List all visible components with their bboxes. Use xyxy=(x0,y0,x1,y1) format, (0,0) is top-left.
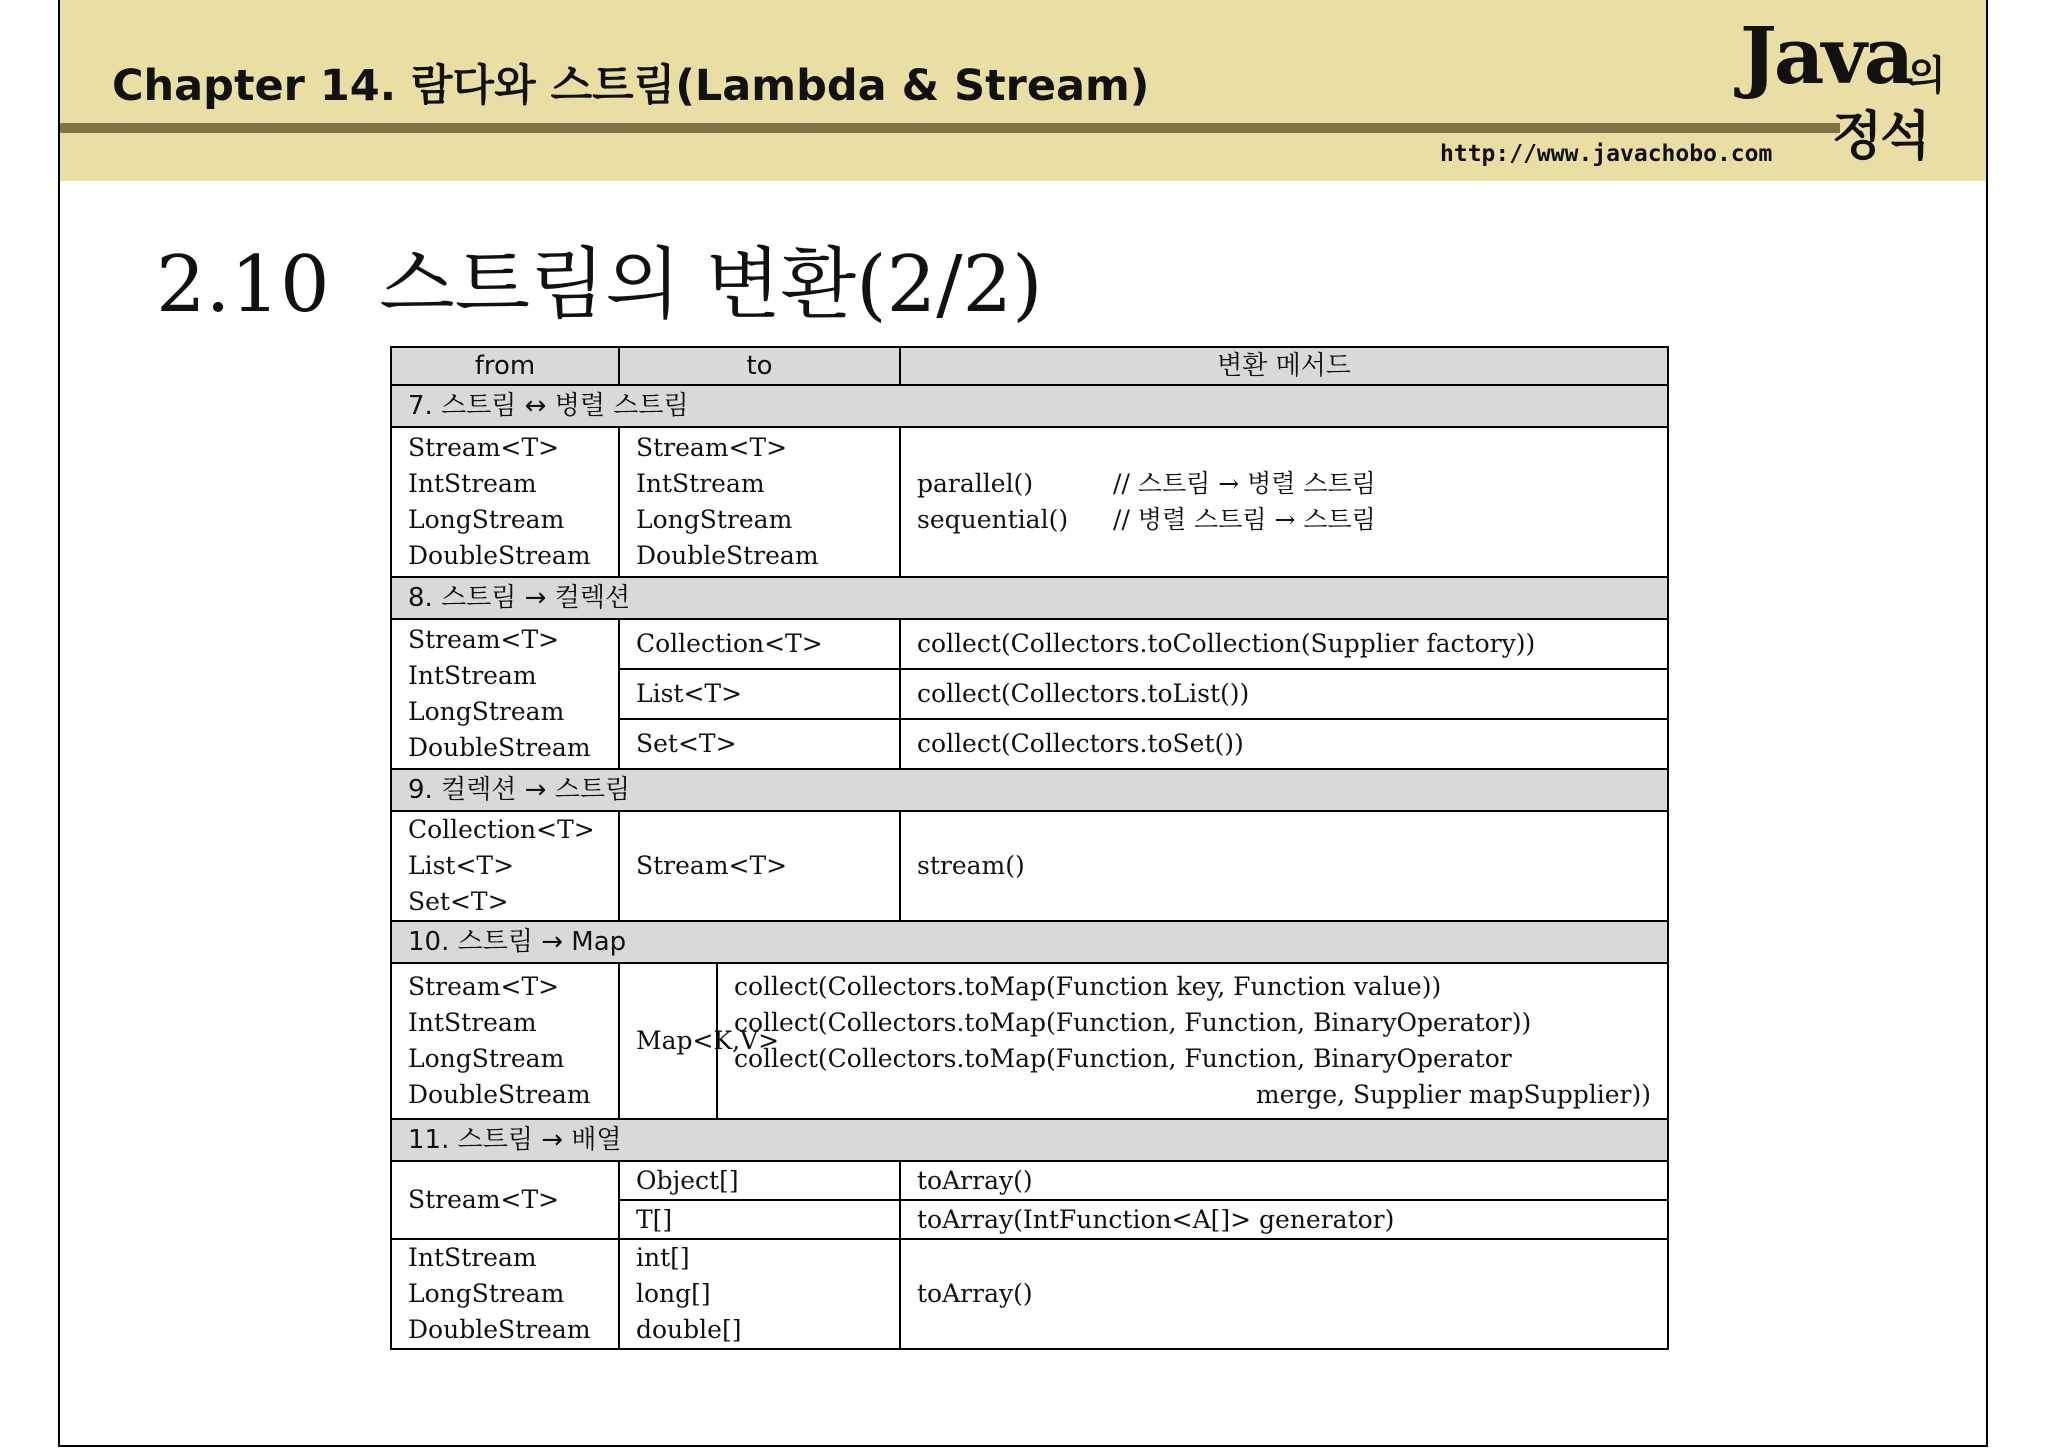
to-cell xyxy=(619,427,900,577)
table-row xyxy=(391,427,1668,577)
method-cell: collect(Collectors.toCollection(Supplier factory)) xyxy=(900,619,1668,669)
method-text: collect(Collectors.toMap(Function, Function, BinaryOperator xyxy=(734,1044,1512,1073)
logo-java-text: Java xyxy=(1740,11,1912,102)
header-band xyxy=(60,0,1986,181)
type-label: DoubleStream xyxy=(408,541,591,570)
type-label: Stream<T> xyxy=(408,972,560,1001)
type-label: LongStream xyxy=(408,505,565,534)
book-logo xyxy=(1740,11,1980,167)
table-row xyxy=(391,1239,1668,1349)
method-cell: toArray() xyxy=(900,1161,1668,1200)
method-text: parallel() xyxy=(917,469,1034,498)
header-method: 변환 메서드 xyxy=(900,347,1668,385)
type-label: DoubleStream xyxy=(408,733,591,762)
method-text: sequential() xyxy=(917,505,1069,534)
chapter-title: Chapter 14. 람다와 스트림(Lambda & Stream) xyxy=(112,61,1150,111)
section-title-8: 8. 스트림 → 컬렉션 xyxy=(391,577,1668,619)
type-label: LongStream xyxy=(408,697,565,726)
method-cell: toArray() xyxy=(900,1239,1668,1349)
to-cell: Stream<T> xyxy=(619,811,900,921)
section-row xyxy=(391,385,1668,427)
method-text: merge, Supplier mapSupplier)) xyxy=(1255,1080,1652,1109)
type-label: IntStream xyxy=(636,469,765,498)
to-cell: Object[] xyxy=(619,1161,900,1200)
type-label: IntStream xyxy=(408,661,537,690)
from-cell xyxy=(391,811,619,921)
table-row xyxy=(391,811,1668,921)
type-label: DoubleStream xyxy=(408,1315,591,1344)
method-text: collect(Collectors.toMap(Function, Function, BinaryOperator)) xyxy=(734,1008,1532,1037)
slide xyxy=(58,0,1988,1447)
to-cell: Collection<T> xyxy=(619,619,900,669)
from-cell xyxy=(391,427,619,577)
to-cell: Map<K,V> xyxy=(619,963,717,1119)
type-label: int[] xyxy=(636,1243,690,1272)
method-comment: // 병렬 스트림 → 스트림 xyxy=(1113,505,1376,534)
method-cell: toArray(IntFunction<A[]> generator) xyxy=(900,1200,1668,1239)
header-divider xyxy=(60,123,1840,133)
logo-jeongseok-text: 정석 xyxy=(1832,107,1929,167)
method-cell: stream() xyxy=(900,811,1668,921)
to-cell xyxy=(619,1239,900,1349)
type-label: double[] xyxy=(636,1315,742,1344)
type-label: IntStream xyxy=(408,1243,537,1272)
table-row xyxy=(391,963,1668,1119)
type-label: Collection<T> xyxy=(408,815,595,844)
type-label: Stream<T> xyxy=(636,433,788,462)
section-title-7: 7. 스트림 ↔ 병렬 스트림 xyxy=(391,385,1668,427)
section-row xyxy=(391,1119,1668,1161)
slide-title: 2.10 스트림의 변환(2/2) xyxy=(156,240,1043,330)
header-from: from xyxy=(391,347,619,385)
from-cell: Stream<T> xyxy=(391,1161,619,1239)
conversion-table xyxy=(390,346,1669,1350)
method-comment: // 스트림 → 병렬 스트림 xyxy=(1113,469,1376,498)
site-url: http://www.javachobo.com xyxy=(1440,141,1773,167)
type-label: LongStream xyxy=(636,505,793,534)
table-row xyxy=(391,1161,1668,1200)
type-label: IntStream xyxy=(408,469,537,498)
type-label: long[] xyxy=(636,1279,711,1308)
method-cell: collect(Collectors.toSet()) xyxy=(900,719,1668,769)
section-row xyxy=(391,577,1668,619)
to-cell: Set<T> xyxy=(619,719,900,769)
section-title-9: 9. 컬렉션 → 스트림 xyxy=(391,769,1668,811)
section-row xyxy=(391,921,1668,963)
method-cell: collect(Collectors.toList()) xyxy=(900,669,1668,719)
table-header-row xyxy=(391,347,1668,385)
from-cell xyxy=(391,1239,619,1349)
from-cell xyxy=(391,619,619,769)
logo-ui-text: 의 xyxy=(1907,53,1946,99)
to-cell: T[] xyxy=(619,1200,900,1239)
type-label: DoubleStream xyxy=(636,541,819,570)
section-title-11: 11. 스트림 → 배열 xyxy=(391,1119,1668,1161)
type-label: IntStream xyxy=(408,1008,537,1037)
type-label: DoubleStream xyxy=(408,1080,591,1109)
method-cell xyxy=(717,963,1668,1119)
section-title-10: 10. 스트림 → Map xyxy=(391,921,1668,963)
table-row xyxy=(391,619,1668,669)
type-label: Set<T> xyxy=(408,887,509,916)
header-to: to xyxy=(619,347,900,385)
to-cell: List<T> xyxy=(619,669,900,719)
type-label: LongStream xyxy=(408,1279,565,1308)
from-cell xyxy=(391,963,619,1119)
section-row xyxy=(391,769,1668,811)
type-label: Stream<T> xyxy=(408,625,560,654)
type-label: LongStream xyxy=(408,1044,565,1073)
method-text: collect(Collectors.toMap(Function key, Function value)) xyxy=(734,972,1442,1001)
type-label: Stream<T> xyxy=(408,433,560,462)
method-cell xyxy=(900,427,1668,577)
type-label: List<T> xyxy=(408,851,515,880)
